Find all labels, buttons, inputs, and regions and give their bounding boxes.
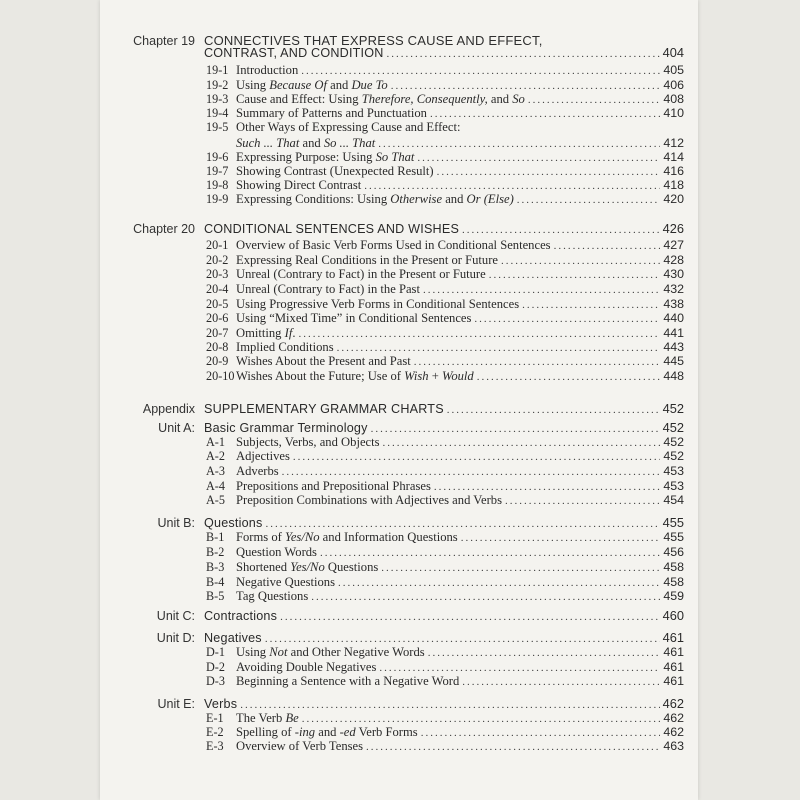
entry-text: and Other Negative Words bbox=[287, 645, 425, 659]
entry-number: 19-3 bbox=[206, 92, 229, 106]
entry-text: So ... That bbox=[323, 136, 376, 150]
entry-number: 19-7 bbox=[206, 164, 229, 178]
chapter-20-page: 426 bbox=[662, 221, 684, 236]
entry-text: Wish bbox=[404, 369, 429, 383]
entry-text: The Verb bbox=[236, 711, 286, 725]
entry-text: Due To bbox=[351, 78, 388, 92]
entry-text: Wishes About the Present and Past bbox=[236, 354, 411, 368]
toc-entry-19-1 bbox=[206, 63, 684, 78]
entry-text: Therefore, Consequently, bbox=[361, 92, 488, 106]
entry-page: 462 bbox=[662, 696, 684, 711]
entry-page: 428 bbox=[663, 253, 684, 267]
dot-leader bbox=[338, 577, 660, 589]
entry-text: Not bbox=[269, 645, 288, 659]
entry-page: 462 bbox=[663, 725, 684, 739]
dot-leader bbox=[391, 80, 661, 92]
dot-leader bbox=[320, 547, 660, 559]
dot-leader bbox=[447, 404, 660, 416]
entry-number: 20-8 bbox=[206, 340, 229, 354]
entry-text: Unreal (Contrary to Fact) in the Present or Future bbox=[236, 267, 486, 281]
entry-text: Yes/No bbox=[284, 530, 320, 544]
entry-page: 448 bbox=[663, 369, 684, 383]
entry-page: 463 bbox=[663, 739, 684, 753]
toc-entry-19-5-cont bbox=[206, 136, 684, 151]
dot-leader bbox=[240, 699, 659, 711]
entry-page: 414 bbox=[663, 150, 684, 164]
dot-leader bbox=[383, 437, 661, 449]
entry-page: 458 bbox=[663, 575, 684, 589]
entry-text: Contractions bbox=[204, 609, 278, 623]
toc-entry-19-9 bbox=[206, 192, 684, 207]
entry-number: D-2 bbox=[206, 660, 225, 674]
entry-page: 452 bbox=[663, 435, 684, 449]
toc-entry-19-8 bbox=[206, 178, 684, 193]
entry-number: A-5 bbox=[206, 493, 225, 507]
entry-text: So That bbox=[375, 150, 415, 164]
entry-text: Verb Forms bbox=[355, 725, 418, 739]
entry-text: Overview of Basic Verb Forms Used in Conditional Sentences bbox=[236, 238, 551, 252]
entry-page: 460 bbox=[662, 608, 684, 623]
dot-leader bbox=[477, 371, 661, 383]
entry-text: Negative Questions bbox=[236, 575, 335, 589]
toc-entry-20-4 bbox=[206, 282, 684, 297]
entry-text: -ing bbox=[294, 725, 316, 739]
dot-leader bbox=[430, 108, 660, 120]
entry-text: Overview of Verb Tenses bbox=[236, 739, 364, 753]
entry-page: 438 bbox=[663, 297, 684, 311]
entry-number: 20-5 bbox=[206, 297, 229, 311]
entry-number: 20-4 bbox=[206, 282, 229, 296]
toc-entry-19-4 bbox=[206, 106, 684, 121]
dot-leader bbox=[364, 180, 660, 192]
entry-page: 452 bbox=[662, 420, 684, 435]
entry-number: E-1 bbox=[206, 711, 224, 725]
unit-e-label: Unit E: bbox=[157, 697, 195, 711]
entry-text: Be bbox=[285, 711, 299, 725]
entry-text: Subjects, Verbs, and Objects bbox=[236, 435, 380, 449]
chapter-19-title-line2 bbox=[204, 45, 684, 60]
dot-leader bbox=[311, 591, 660, 603]
entry-number: 20-6 bbox=[206, 311, 229, 325]
toc-entry-b-3 bbox=[206, 560, 684, 575]
toc-page bbox=[100, 0, 698, 800]
dot-leader bbox=[266, 518, 660, 530]
entry-text bbox=[236, 560, 378, 575]
entry-text: Summary of Patterns and Punctuation bbox=[236, 106, 427, 120]
entry-text: Question Words bbox=[236, 545, 317, 559]
entry-number: B-3 bbox=[206, 560, 225, 574]
entry-text: Otherwise bbox=[390, 192, 443, 206]
entry-number: B-5 bbox=[206, 589, 225, 603]
dot-leader bbox=[554, 240, 661, 252]
entry-text: Tag Questions bbox=[236, 589, 309, 603]
toc-entry-20-6 bbox=[206, 311, 684, 326]
entry-text: Expressing Purpose: Using bbox=[236, 150, 376, 164]
entry-text: and bbox=[315, 725, 340, 739]
chapter-20-label: Chapter 20 bbox=[133, 222, 195, 236]
entry-page: 430 bbox=[663, 267, 684, 281]
entry-page: 432 bbox=[663, 282, 684, 296]
entry-text: Cause and Effect: Using bbox=[236, 92, 362, 106]
entry-number: A-2 bbox=[206, 449, 225, 463]
entry-page: 453 bbox=[663, 464, 684, 478]
toc-entry-a-5 bbox=[206, 493, 684, 508]
entry-text: and bbox=[326, 78, 352, 92]
unit-d-title bbox=[204, 630, 684, 645]
entry-text: and bbox=[299, 136, 324, 150]
dot-leader bbox=[378, 138, 660, 150]
entry-page: 461 bbox=[663, 674, 684, 688]
entry-number: 19-6 bbox=[206, 150, 229, 164]
dot-leader bbox=[280, 611, 660, 623]
entry-text: Questions bbox=[204, 516, 263, 530]
entry-text: Introduction bbox=[236, 63, 299, 77]
entry-page: 453 bbox=[663, 479, 684, 493]
toc-entry-d-1 bbox=[206, 645, 684, 660]
dot-leader bbox=[282, 466, 661, 478]
dot-leader bbox=[381, 562, 660, 574]
entry-text: Yes/No bbox=[290, 560, 325, 574]
entry-text: Forms of bbox=[236, 530, 285, 544]
entry-number: A-1 bbox=[206, 435, 225, 449]
entry-number: 20-10 bbox=[206, 369, 235, 383]
entry-text: Implied Conditions bbox=[236, 340, 334, 354]
entry-page: 412 bbox=[663, 136, 684, 150]
entry-page: 443 bbox=[663, 340, 684, 354]
entry-page: 427 bbox=[663, 238, 684, 252]
entry-text: . bbox=[292, 326, 296, 340]
entry-text: and bbox=[442, 192, 467, 206]
entry-page: 452 bbox=[663, 449, 684, 463]
unit-d-label: Unit D: bbox=[156, 631, 195, 645]
entry-number: 20-7 bbox=[206, 326, 229, 340]
toc-entry-b-2 bbox=[206, 545, 684, 560]
dot-leader bbox=[434, 481, 660, 493]
toc-entry-b-5 bbox=[206, 589, 684, 604]
entry-text: Wishes About the Future; Use of bbox=[236, 369, 405, 383]
entry-page: 416 bbox=[663, 164, 684, 178]
entry-number: 19-1 bbox=[206, 63, 229, 77]
entry-text bbox=[236, 192, 514, 207]
entry-text: and Information Questions bbox=[319, 530, 458, 544]
entry-text: Spelling of bbox=[236, 725, 295, 739]
toc-entry-19-6 bbox=[206, 150, 684, 165]
dot-leader bbox=[474, 313, 660, 325]
dot-leader bbox=[302, 713, 661, 725]
appendix-page: 452 bbox=[662, 401, 684, 416]
unit-e-title bbox=[204, 696, 684, 711]
dot-leader bbox=[379, 662, 660, 674]
toc-entry-e-1 bbox=[206, 711, 684, 726]
dot-leader bbox=[505, 495, 660, 507]
entry-number: D-1 bbox=[206, 645, 225, 659]
appendix-title bbox=[204, 401, 684, 416]
entry-text: Showing Direct Contrast bbox=[236, 178, 362, 192]
entry-page: 462 bbox=[663, 711, 684, 725]
toc-entry-20-10 bbox=[206, 369, 684, 384]
entry-page: 408 bbox=[663, 92, 684, 106]
entry-page: 405 bbox=[663, 63, 684, 77]
entry-page: 406 bbox=[663, 78, 684, 92]
entry-number: 20-9 bbox=[206, 354, 229, 368]
entry-text bbox=[236, 78, 388, 93]
entry-number: B-4 bbox=[206, 575, 225, 589]
chapter-20-title bbox=[204, 221, 684, 236]
entry-text bbox=[236, 150, 414, 165]
dot-leader bbox=[437, 166, 661, 178]
unit-a-label: Unit A: bbox=[158, 421, 195, 435]
dot-leader bbox=[417, 152, 660, 164]
entry-number: B-2 bbox=[206, 545, 225, 559]
entry-page: 445 bbox=[663, 354, 684, 368]
entry-number: 19-2 bbox=[206, 78, 229, 92]
entry-text: Omitting bbox=[236, 326, 285, 340]
toc-entry-a-1 bbox=[206, 435, 684, 450]
unit-b-label: Unit B: bbox=[157, 516, 195, 530]
entry-text bbox=[236, 645, 425, 660]
entry-number: E-2 bbox=[206, 725, 224, 739]
toc-entry-a-4 bbox=[206, 479, 684, 494]
entry-number: 19-8 bbox=[206, 178, 229, 192]
entry-text: Or (Else) bbox=[466, 192, 514, 206]
entry-text: Would bbox=[442, 369, 474, 383]
appendix-label: Appendix bbox=[142, 402, 195, 416]
entry-number: 20-2 bbox=[206, 253, 229, 267]
entry-text: Prepositions and Prepositional Phrases bbox=[236, 479, 431, 493]
entry-number: B-1 bbox=[206, 530, 225, 544]
entry-number: 19-9 bbox=[206, 192, 229, 206]
toc-entry-20-1 bbox=[206, 238, 684, 253]
entry-number: E-3 bbox=[206, 739, 224, 753]
dot-leader bbox=[299, 328, 661, 340]
toc-entry-e-3 bbox=[206, 739, 684, 754]
entry-number: A-3 bbox=[206, 464, 225, 478]
entry-text: Avoiding Double Negatives bbox=[236, 660, 377, 674]
entry-number: 20-3 bbox=[206, 267, 229, 281]
entry-text bbox=[206, 136, 375, 151]
entry-text: + bbox=[428, 369, 442, 383]
entry-text: Adverbs bbox=[236, 464, 279, 478]
dot-leader bbox=[414, 356, 661, 368]
entry-page: 420 bbox=[663, 192, 684, 206]
entry-text: Negatives bbox=[204, 631, 262, 645]
toc-entry-20-2 bbox=[206, 253, 684, 268]
dot-leader bbox=[387, 48, 660, 60]
entry-text: Beginning a Sentence with a Negative Word bbox=[236, 674, 460, 688]
dot-leader bbox=[522, 299, 660, 311]
unit-c-title bbox=[204, 608, 684, 623]
entry-text: Showing Contrast (Unexpected Result) bbox=[236, 164, 434, 178]
entry-text: Verbs bbox=[204, 697, 238, 711]
entry-text: Using Progressive Verb Forms in Conditional Sentences bbox=[236, 297, 520, 311]
entry-text: Questions bbox=[324, 560, 379, 574]
dot-leader bbox=[423, 284, 660, 296]
entry-text: Using bbox=[236, 645, 270, 659]
entry-text: Preposition Combinations with Adjectives and Verbs bbox=[236, 493, 502, 507]
toc-entry-b-4 bbox=[206, 575, 684, 590]
toc-entry-20-7 bbox=[206, 326, 684, 341]
entry-text: Using bbox=[236, 78, 270, 92]
toc-entry-e-2 bbox=[206, 725, 684, 740]
dot-leader bbox=[428, 647, 661, 659]
dot-leader bbox=[461, 532, 661, 544]
dot-leader bbox=[462, 676, 660, 688]
unit-a-title bbox=[204, 420, 684, 435]
entry-text: and bbox=[487, 92, 513, 106]
entry-number: D-3 bbox=[206, 674, 225, 688]
dot-leader bbox=[462, 224, 660, 236]
entry-text: Expressing Real Conditions in the Present or Future bbox=[236, 253, 498, 267]
dot-leader bbox=[301, 65, 660, 77]
entry-text: Because Of bbox=[269, 78, 327, 92]
chapter-19-title-line1: CONNECTIVES THAT EXPRESS CAUSE AND EFFECT, bbox=[204, 33, 543, 48]
dot-leader bbox=[366, 741, 660, 753]
entry-page: 459 bbox=[663, 589, 684, 603]
entry-page: 418 bbox=[663, 178, 684, 192]
entry-number: 20-1 bbox=[206, 238, 229, 252]
dot-leader bbox=[501, 255, 660, 267]
entry-text: Such ... That bbox=[236, 136, 300, 150]
entry-text: So bbox=[512, 92, 525, 106]
toc-entry-d-3 bbox=[206, 674, 684, 689]
entry-number: A-4 bbox=[206, 479, 225, 493]
toc-entry-19-7 bbox=[206, 164, 684, 179]
entry-text: SUPPLEMENTARY GRAMMAR CHARTS bbox=[204, 402, 444, 416]
entry-text: Shortened bbox=[236, 560, 291, 574]
entry-page: 461 bbox=[662, 630, 684, 645]
entry-text: CONDITIONAL SENTENCES AND WISHES bbox=[204, 222, 460, 236]
unit-b-title bbox=[204, 515, 684, 530]
entry-text: Using “Mixed Time” in Conditional Sentences bbox=[236, 311, 472, 325]
dot-leader bbox=[265, 633, 660, 645]
entry-text: Unreal (Contrary to Fact) in the Past bbox=[236, 282, 420, 296]
toc-entry-19-2 bbox=[206, 78, 684, 93]
entry-page: 455 bbox=[662, 515, 684, 530]
entry-page: 454 bbox=[663, 493, 684, 507]
entry-text bbox=[236, 711, 299, 726]
dot-leader bbox=[371, 423, 660, 435]
dot-leader bbox=[293, 451, 660, 463]
toc-entry-b-1 bbox=[206, 530, 684, 545]
entry-text bbox=[236, 326, 296, 341]
entry-text: -ed bbox=[339, 725, 356, 739]
entry-text: Basic Grammar Terminology bbox=[204, 421, 368, 435]
toc-entry-20-5 bbox=[206, 297, 684, 312]
chapter-19-label: Chapter 19 bbox=[133, 34, 195, 48]
entry-page: 410 bbox=[663, 106, 684, 120]
entry-text: Expressing Conditions: Using bbox=[236, 192, 391, 206]
entry-number: 19-5 bbox=[206, 120, 229, 134]
toc-entry-20-3 bbox=[206, 267, 684, 282]
dot-leader bbox=[489, 269, 661, 281]
toc-entry-19-5 bbox=[206, 120, 684, 135]
entry-page: 456 bbox=[663, 545, 684, 559]
entry-page: 458 bbox=[663, 560, 684, 574]
entry-text bbox=[236, 92, 525, 107]
dot-leader bbox=[517, 194, 661, 206]
entry-number: 19-4 bbox=[206, 106, 229, 120]
toc-entry-20-9 bbox=[206, 354, 684, 369]
entry-page: 441 bbox=[663, 326, 684, 340]
entry-page: 455 bbox=[663, 530, 684, 544]
toc-entry-a-3 bbox=[206, 464, 684, 479]
chapter-19-page: 404 bbox=[662, 45, 684, 60]
entry-text bbox=[236, 530, 458, 545]
dot-leader bbox=[528, 94, 661, 106]
unit-c-label: Unit C: bbox=[156, 609, 195, 623]
toc-entry-19-3 bbox=[206, 92, 684, 107]
toc-entry-20-8 bbox=[206, 340, 684, 355]
entry-page: 461 bbox=[663, 660, 684, 674]
entry-text: Other Ways of Expressing Cause and Effect: bbox=[236, 120, 461, 134]
dot-leader bbox=[337, 342, 661, 354]
entry-text bbox=[236, 725, 418, 740]
entry-text: CONTRAST, AND CONDITION bbox=[204, 46, 384, 60]
toc-entry-d-2 bbox=[206, 660, 684, 675]
entry-text bbox=[236, 369, 474, 384]
toc-entry-a-2 bbox=[206, 449, 684, 464]
entry-page: 461 bbox=[663, 645, 684, 659]
entry-page: 440 bbox=[663, 311, 684, 325]
dot-leader bbox=[421, 727, 661, 739]
entry-text: Adjectives bbox=[236, 449, 290, 463]
entry-text: If bbox=[284, 326, 293, 340]
